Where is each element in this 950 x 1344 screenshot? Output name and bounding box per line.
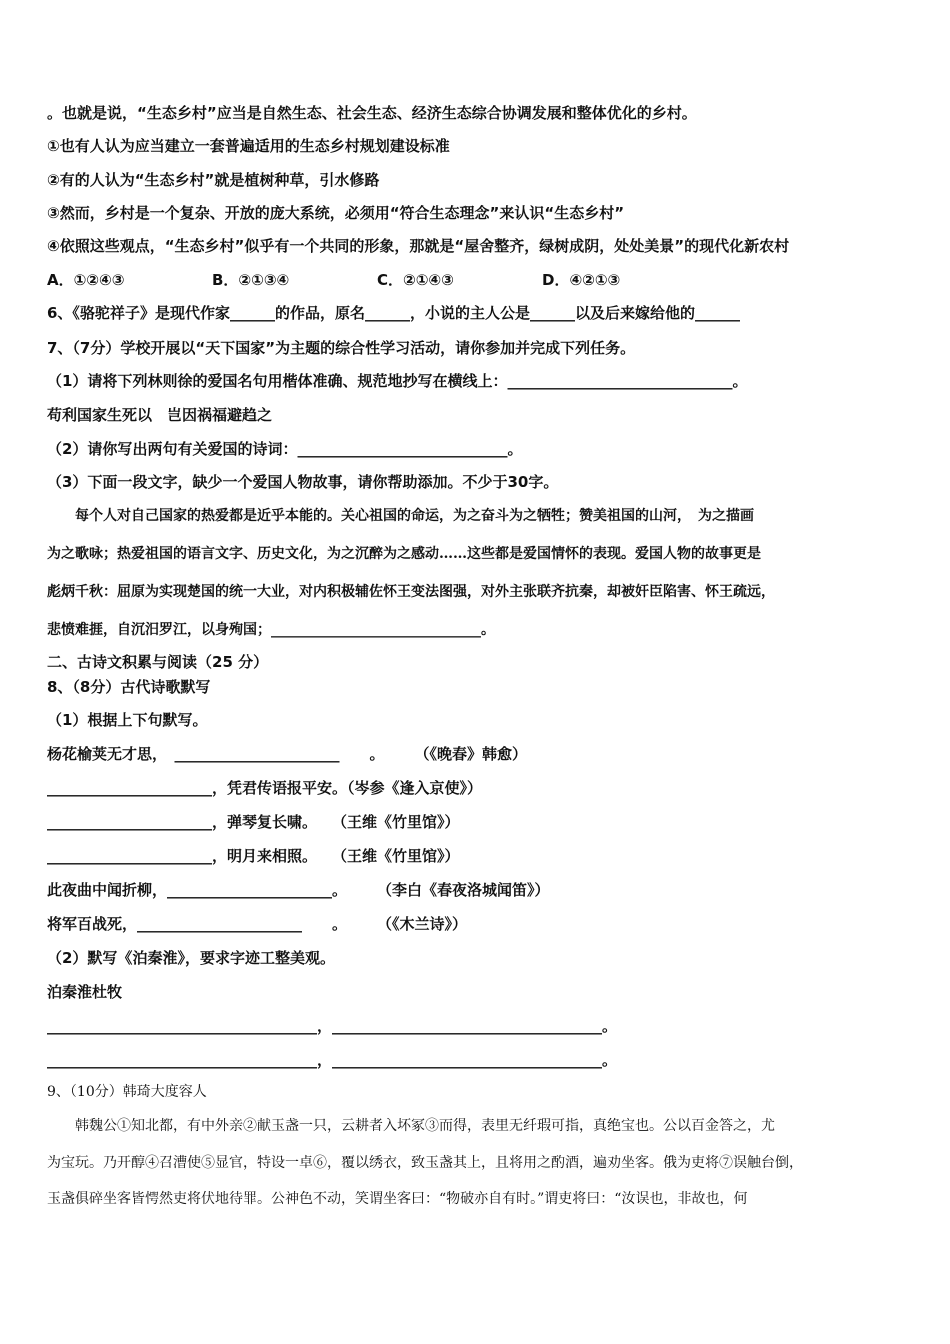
- question-8-part-1: （1）根据上下句默写。: [47, 711, 208, 729]
- section-2-heading: 二、古诗文积累与阅读（25 分）: [47, 653, 269, 671]
- passage-line-1: 每个人对自己国家的热爱都是近乎本能的。关心祖国的命运，为之奋斗为之牺牲；赞美祖国的山河， 为之描画: [47, 508, 754, 524]
- option-a: A．①②④③: [47, 271, 125, 289]
- passage-line-2: 为之歌咏；热爱祖国的语言文字、历史文化，为之沉醉为之感动……这些都是爱国情怀的表现。爱国人物的故事更是: [47, 546, 761, 562]
- poem-line-3: ______________________，弹琴复长啸。 （王维《竹里馆》）: [47, 813, 460, 831]
- question-7-part-1: （1）请将下列林则徐的爱国名句用楷体准确、规范地抄写在横线上：______________________________。: [47, 372, 748, 390]
- sentence-4: ④依照这些观点，“生态乡村”似乎有一个共同的形象，那就是“屋舍整齐，绿树成阴，处处美景”的现代化新农村: [47, 237, 790, 255]
- question-8-part-2: （2）默写《泊秦淮》，要求字迹工整美观。: [47, 949, 335, 967]
- patriotic-quote: 苟利国家生死以 岂因祸福避趋之: [47, 406, 273, 424]
- poem-line-4: ______________________，明月来相照。 （王维《竹里馆》）: [47, 847, 460, 865]
- passage-line-3: 彪炳千秋：屈原为实现楚国的统一大业，对内积极辅佐怀王变法图强，对外主张联齐抗秦，却被奸臣陷害、怀王疏远，: [47, 584, 775, 600]
- question-8-title: 8、（8分）古代诗歌默写: [47, 678, 211, 696]
- writing-line-2: ____________________________________，____________________________________。: [47, 1051, 618, 1069]
- poem-line-6: 将军百战死，______________________ 。 （《木兰诗》）: [47, 915, 468, 933]
- classical-passage-line-2: 为宝玩。乃开醇④召漕使⑤显官，特设一卓⑥，覆以绣衣，致玉盏其上，且将用之酌酒，遍劝坐客。俄为吏将⑦误触台倒，: [47, 1155, 803, 1171]
- sentence-2: ②有的人认为“生态乡村”就是植树种草，引水修路: [47, 171, 380, 189]
- poem-title: 泊秦淮杜牧: [47, 983, 123, 1001]
- poem-line-5: 此夜曲中闻折柳，______________________。 （李白《春夜洛城闻笛》）: [47, 881, 550, 899]
- classical-passage-line-3: 玉盏俱碎坐客皆愕然吏将伏地待罪。公神色不动，笑谓坐客曰：“物破亦自有时。”谓吏将曰：“汝误也，非故也，何: [47, 1191, 748, 1207]
- question-6: 6、《骆驼祥子》是现代作家______的作品，原名______，小说的主人公是______以及后来嫁给他的______: [47, 304, 740, 322]
- answer-options: [47, 269, 747, 291]
- option-b: B．②①③④: [212, 271, 290, 289]
- line-intro-conclusion: 。也就是说，“生态乡村”应当是自然生态、社会生态、经济生态综合协调发展和整体优化的乡村。: [47, 104, 697, 122]
- sentence-1: ①也有人认为应当建立一套普遍适用的生态乡村规划建设标准: [47, 137, 450, 155]
- question-7-part-3: （3）下面一段文字，缺少一个爱国人物故事，请你帮助添加。不少于30字。: [47, 473, 559, 491]
- poem-line-1: 杨花榆荚无才思， ______________________ 。 （《晚春》韩愈）: [47, 745, 528, 763]
- option-d: D．④②①③: [542, 271, 621, 289]
- sentence-3: ③然而，乡村是一个复杂、开放的庞大系统，必须用“符合生态理念”来认识“生态乡村”: [47, 204, 625, 222]
- question-7-title: 7、（7分）学校开展以“天下国家”为主题的综合性学习活动，请你参加并完成下列任务。: [47, 339, 636, 357]
- question-7-part-2: （2）请你写出两句有关爱国的诗词：____________________________。: [47, 440, 523, 458]
- classical-passage-line-1: 韩魏公①知北都，有中外亲②献玉盏一只，云耕者入坏冢③而得，表里无纤瑕可指，真绝宝也。公以百金答之，尤: [47, 1118, 775, 1134]
- poem-line-2: ______________________，凭君传语报平安。（岑参《逢入京使》）: [47, 779, 483, 797]
- option-c: C．②①④③: [377, 271, 454, 289]
- question-9-title: 9、（10分）韩琦大度容人: [47, 1084, 207, 1100]
- writing-line-1: ____________________________________，____________________________________。: [47, 1017, 618, 1035]
- passage-line-4: 悲愤难捱，自沉汨罗江，以身殉国；______________________________。: [47, 622, 495, 638]
